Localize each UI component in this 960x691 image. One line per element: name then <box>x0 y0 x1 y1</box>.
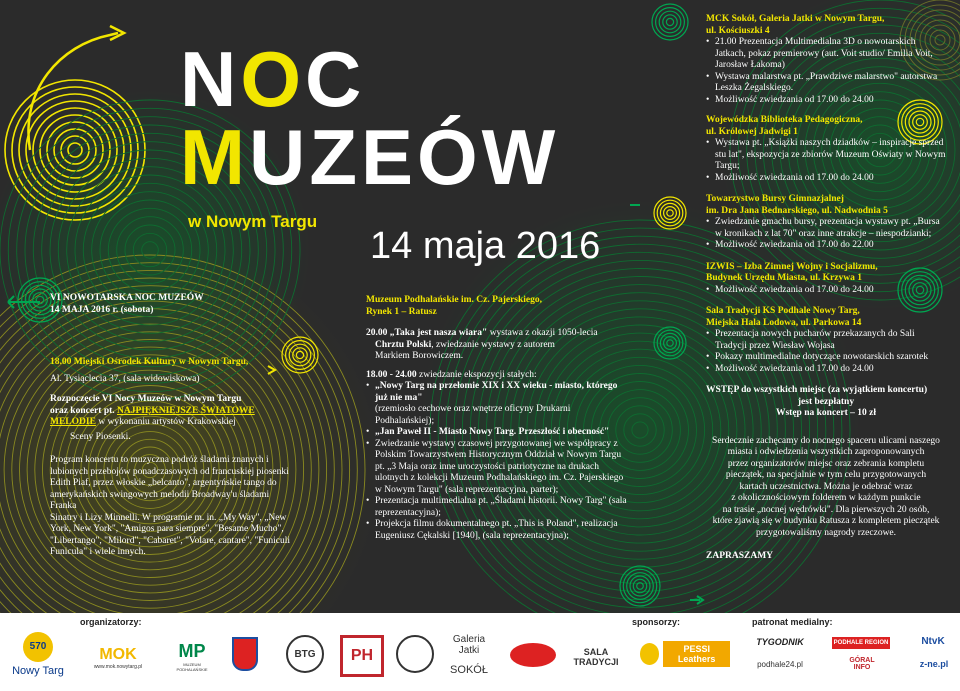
nowy-targ-logo <box>8 623 68 685</box>
tbg-heading-2: im. Dra Jana Bednarskiego, ul. Nadwodnia 5 <box>706 205 888 216</box>
concert-start-2a: oraz koncert pt. <box>50 405 118 416</box>
sala-tradycji-logo <box>572 635 620 679</box>
concert-venue-name: Miejski Ośrodek Kultury w Nowym Targu, <box>73 357 249 367</box>
nowy-targ-text: Nowy Targ <box>12 664 64 677</box>
spiral-ring <box>652 4 688 40</box>
mck-item: • 21.00 Prezentacja Multimedialna 3D o nowotarskich Jatkach, pokaz premierowy (aut. Voit studio/ Emilia Voit, Jarosław Łakoma) <box>706 37 946 72</box>
program-line: amerykańskich swingowych melodii Broadway'u śladami Franka <box>50 489 270 511</box>
spiral-ring <box>666 18 673 25</box>
round-seal-logo <box>396 635 434 673</box>
invite-line: Serdecznie zachęcamy do nocnego spaceru ulicami naszego <box>712 435 940 446</box>
invite-text <box>706 436 946 540</box>
faith-desc-3: Markiem Borowiczem. <box>375 351 464 361</box>
sala-item: • Pokazy multimedialne dotyczące nowotarskich szarotek <box>706 352 946 364</box>
museum-list-item <box>366 439 628 497</box>
entry-line-1: WSTĘP do wszystkich miejsc (za wyjątkiem koncertu) <box>706 385 928 395</box>
sokol-text: SOKÓŁ <box>450 664 488 676</box>
tours-header <box>366 370 628 382</box>
invite-line: które zjawią się w budynku Ratusza z kompletem pieczątek <box>712 516 940 526</box>
wbp-item: • Wystawa pt. „Książki naszych dziadków – inspiracje sprzed stu lat", ekspozycja ze zbiorów Muzeum Oświaty w Nowym Targu; <box>706 138 946 173</box>
item-desc: (rzemiosło cechowe oraz wnętrze oficyny Drukarni Podhalańskiej); <box>375 404 571 426</box>
faith-desc-1: wystawa z okazji 1050-lecia <box>487 328 598 338</box>
izwis-list <box>706 285 946 297</box>
wbp-heading-2: ul. Królowej Jadwigi 1 <box>706 126 798 137</box>
pessi-logo <box>640 641 730 667</box>
concert-start-1: Rozpoczęcie VI Nocy Muzeów w Nowym Targu <box>50 394 242 404</box>
program-line: "Libertango", "Milord", "Cabaret", "Volare, cantare", "Funiculi <box>50 535 290 546</box>
izwis-heading <box>706 262 946 285</box>
goral-info-logo: GÓRAL INFO <box>849 657 875 671</box>
item-desc: Projekcja filmu dokumentalnego pt. „This is Poland", realizacja Eugeniusz Cękalski [1940], (sala reprezentacyjna); <box>375 519 618 541</box>
item-desc: Zwiedzanie wystawy czasowej przygotowanej we współpracy z Polskim Towarzystwem Historycznym Oddział w Nowym Targu pt. „3 Maja oraz inne uroczystości patriotyczne na drukach ulotnych z kolekcji Muzeum Podhalańskiego im. Cz. Pajerskiego w Nowym Targu" (sala reprezentacyjna, parter); <box>375 438 624 495</box>
faith-desc-2: , zwiedzanie wystawy z autorem <box>431 339 555 350</box>
sala-heading-2: Miejska Hala Lodowa, ul. Parkowa 14 <box>706 317 862 328</box>
wbp-list <box>706 138 946 184</box>
item-title: „Nowy Targ na przełomie XIX i XX wieku - miasto, którego już nie ma" <box>375 381 618 403</box>
concert-program <box>50 455 290 559</box>
invite-line: kartach uczestnictwa. Można je odebrać wraz <box>739 481 913 492</box>
mck-item: • Wystawa malarstwa pt. „Prawdziwe malarstwo" autorstwa Leszka Żegalskiego. <box>706 72 946 95</box>
tbg-list <box>706 217 946 252</box>
title-muzeow: MUZEÓW <box>180 113 560 201</box>
izwis-heading-2: Budynek Urzędu Miasta, ul. Krzywa 1 <box>706 273 862 283</box>
mok-logo <box>90 635 146 681</box>
sala-item: • Prezentacja nowych pucharów przekazanych do Sali Tradycji przez Wiesław Wojasa <box>706 329 946 352</box>
city-crest-logo <box>232 637 258 671</box>
wbp-item: • Możliwość zwiedzania od 17.00 do 24.00 <box>706 173 946 185</box>
izwis-item: • Możliwość zwiedzania od 17.00 do 24.00 <box>706 285 946 297</box>
center-column <box>366 295 628 542</box>
wbp-heading-1: Wojewódzka Biblioteka Pedagogiczna, <box>706 115 863 125</box>
museum-logo <box>172 631 212 681</box>
program-line: Program koncertu to muzyczna podróż śladami znanych i <box>50 455 269 465</box>
event-date: 14 maja 2016 <box>370 225 601 267</box>
tygodnik-logo: TYGODNIK <box>756 637 804 647</box>
museum-list-item <box>366 381 628 427</box>
entry-line-3: Wstęp na koncert – 10 zł <box>775 408 876 418</box>
item-desc: Prezentacja multimedialna pt. „Śladami historii. Nowy Targ" (sala reprezentacyjna); <box>375 496 627 518</box>
museum-list-item <box>366 496 628 519</box>
invite-line: przez organizatorów miejsc oraz zebrania kompletu <box>727 458 925 469</box>
museum-list <box>366 381 628 542</box>
tbg-item: • Zwiedzanie gmachu bursy, prezentacja wystawy pt. „Bursa w kronikach z lat 70" oraz inne atrakcje – niespodzianki; <box>706 217 946 240</box>
program-line: lubionych przebojów ponadczasowych od francuskiej piosenki <box>50 466 289 477</box>
concert-performers: w wykonaniu artystów Krakowskiej <box>95 417 236 427</box>
sala-heading-1: Sala Tradycji KS Podhale Nowy Targ, <box>706 306 860 316</box>
left-heading-2: 14 MAJA 2016 r. (sobota) <box>50 304 154 315</box>
concert-venue <box>50 357 290 369</box>
museum-heading-2: Rynek 1 – Ratusz <box>366 306 437 317</box>
left-heading-1: VI NOWOTARSKA NOC MUZEÓW <box>50 293 204 303</box>
program-line: Funicula" i wiele innych. <box>50 547 146 557</box>
izwis-heading-1: IZWIS – Izba Zimnej Wojny i Socjalizmu, <box>706 261 878 272</box>
museum-heading-1: Muzeum Podhalańskie im. Cz. Pajerskiego, <box>366 295 543 305</box>
zne-logo: z-ne.pl <box>919 659 949 669</box>
mok-text: MOK <box>99 646 137 663</box>
red-oval-logo <box>510 643 556 667</box>
tradycji-text: TRADYCJI <box>573 657 619 667</box>
wbp-heading <box>706 115 946 138</box>
program-line: York, New York", "Amigos para siempre", "Besame Mucho", <box>50 524 284 534</box>
concert-address: Al. Tysiąclecia 37, (sala widowiskowa) <box>50 373 200 384</box>
concert-start-2 <box>50 406 290 418</box>
mok-url: www.mok.nowytarg.pl <box>93 664 143 670</box>
spiral-ring <box>656 8 685 37</box>
left-column <box>50 293 290 316</box>
faith-title: „Taka jest nasza wiara" <box>389 328 488 338</box>
podhale24-logo: podhale24.pl <box>757 659 803 669</box>
program-line: Edith Piaf, przez włoskie „belcanto", argentyńskie tango do <box>50 478 277 488</box>
invite-line: na trasie „nocnej wędrówki". Dla pierwszych 20 osób, <box>722 504 930 515</box>
sala-heading <box>706 306 946 329</box>
tours-time: 18.00 - 24.00 <box>366 369 417 380</box>
mck-heading-1: MCK Sokół, Galeria Jatki w Nowym Targu, <box>706 14 885 24</box>
sala-text: SALA <box>583 647 609 657</box>
concert-title-1: NAJPIĘKNIEJSZE ŚWIATOWE <box>117 405 255 416</box>
concert-time: 18.00 <box>50 357 72 367</box>
concert-block <box>50 357 290 559</box>
galeria-jatki-logo <box>446 625 492 685</box>
exhibition-faith <box>366 328 628 363</box>
patrons-label: patronat medialny: <box>752 617 833 627</box>
organizers-label: organizatorzy: <box>80 617 142 627</box>
sponsors-footer <box>0 613 960 691</box>
tbg-heading-1: Towarzystwo Bursy Gimnazjalnej <box>706 194 844 204</box>
jatki-text: Jatki <box>458 645 480 656</box>
tbg-heading <box>706 194 946 217</box>
mp-sub: MUZEUM PODHALAŃSKIE <box>176 661 208 672</box>
invite-line: miasta i odwiedzenia wszystkich zaproponowanych <box>727 447 925 457</box>
invite-line: pieczątek, na specjalnie w tym celu przygotowanych <box>725 470 927 480</box>
invite-line: przygotowaliśmy nagrody rzeczowe. <box>755 527 897 538</box>
subtitle-location: w Nowym Targu <box>188 212 318 231</box>
closing: ZAPRASZAMY <box>706 551 774 561</box>
concert-start-3 <box>50 417 290 429</box>
sponsors-label: sponsorzy: <box>632 617 681 627</box>
mp-text: MP <box>178 640 206 661</box>
spiral-ring <box>663 15 677 29</box>
ph-logo: PH <box>340 635 384 677</box>
sala-item: • Możliwość zwiedzania od 17.00 do 24.00 <box>706 364 946 376</box>
tbg-item: • Możliwość zwiedzania od 17.00 do 22.00 <box>706 240 946 252</box>
tours-label: zwiedzanie ekspozycji stałych: <box>416 369 537 380</box>
item-title: „Jan Paweł II - Miasto Nowy Targ. Przeszłość i obecność" <box>375 427 610 437</box>
sala-list <box>706 329 946 375</box>
right-column <box>706 14 946 563</box>
mck-item: • Możliwość zwiedzania od 17.00 do 24.00 <box>706 95 946 107</box>
concert-start-4: Sceny Piosenki. <box>70 431 131 442</box>
mck-list <box>706 37 946 106</box>
invite-line: z okolicznościowym folderem w każdym punkcie <box>731 493 921 503</box>
concert-title-2: MELODIE <box>50 417 96 427</box>
museum-list-item <box>366 427 628 439</box>
museum-list-item <box>366 519 628 542</box>
faith-time: 20.00 <box>366 328 390 338</box>
nowy-targ-anniversary: 570 <box>23 632 53 662</box>
mck-heading-2: ul. Kościuszki 4 <box>706 25 770 36</box>
entry-info <box>706 385 946 420</box>
ptg-logo: BTG <box>286 635 324 673</box>
podhale-region-logo: PODHALE REGION <box>832 637 890 649</box>
faith-chrzest: Chrztu Polski <box>375 339 432 350</box>
galeria-text: Galeria <box>452 634 486 645</box>
pessi-text: PESSI Leathers <box>663 641 730 667</box>
program-line: Sinatry i Lizy Minnelli. W programie m. in. „My Way", „New <box>50 512 287 523</box>
ntvk-logo: NtvK <box>921 635 945 647</box>
title-noc: NOC <box>180 35 366 123</box>
entry-line-2: jest bezpłatny <box>797 396 855 407</box>
